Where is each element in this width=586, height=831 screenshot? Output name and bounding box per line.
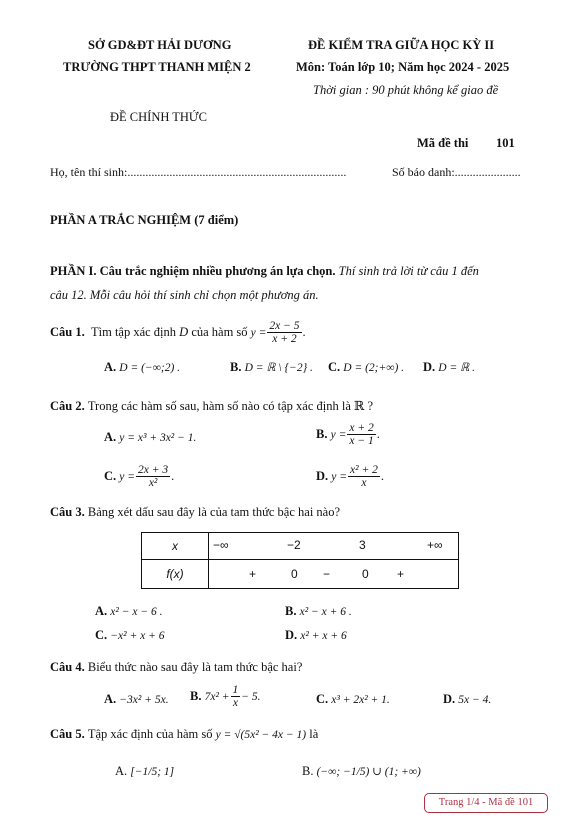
q5-text: Tập xác định của hàm số — [87, 727, 213, 741]
q1-text: Tìm tập xác định — [90, 325, 177, 340]
q2-text: Trong các hàm số sau, hàm số nào có tập xác định là ℝ ? — [87, 399, 374, 413]
q1-option-a[interactable]: A. D = (−∞;2) . — [104, 360, 181, 374]
part1-heading — [50, 264, 479, 279]
question-1: Câu 1. Tìm tập xác định D của hàm số y = $\frac{2x - 5}{x + 2}$ . — [50, 320, 306, 346]
q3-option-a[interactable]: A. x² − x − 6 . — [95, 604, 163, 618]
exam-title: ĐỀ KIỂM TRA GIỮA HỌC KỲ II — [308, 38, 495, 52]
q4-option-b[interactable]: B. 7x² + $\frac{1}{x}$ − 5. — [190, 684, 261, 710]
q1-func: y = — [250, 326, 267, 339]
q4-text: Biểu thức nào sau đây là tam thức bậc hai? — [87, 660, 303, 674]
candidate-id-line: Số báo danh:...................... — [392, 165, 521, 179]
section-a-title: PHẦN A TRẮC NGHIỆM (7 điểm) — [50, 213, 239, 227]
q2-option-a[interactable]: A. y = x³ + 3x² − 1. — [104, 430, 197, 444]
exam-code-label: Mã đề thi — [417, 136, 469, 150]
department-name: SỞ GD&ĐT HẢI DƯƠNG — [88, 38, 232, 52]
q1-option-b[interactable]: B. D = ℝ \ {−2} . — [230, 360, 313, 374]
question-4 — [50, 660, 302, 675]
part1-title: PHẦN I. Câu trắc nghiệm nhiều phương án lựa chọn. — [50, 264, 336, 278]
sign-table-x-header: x — [142, 533, 209, 560]
q2-label: Câu 2. — [50, 399, 85, 413]
page-footer-badge: Trang 1/4 - Mã đề 101 — [424, 793, 548, 813]
question-2 — [50, 398, 373, 414]
q1-fraction: $\frac{2x - 5}{x + 2}$ — [269, 320, 300, 346]
q5-label: Câu 5. — [50, 727, 85, 741]
q5-option-b[interactable]: B. (−∞; −1/5) ∪ (1; +∞) — [302, 764, 421, 778]
exam-time: Thời gian : 90 phút không kể giao đề — [313, 83, 499, 97]
sign-table-fx-header: f(x) — [142, 559, 209, 588]
exam-subject: Môn: Toán lớp 10; Năm học 2024 - 2025 — [296, 60, 510, 74]
q5-text-2: là — [309, 727, 319, 741]
exam-code: 101 — [496, 136, 515, 150]
q5-func: y = √(5x² − 4x − 1) — [215, 729, 307, 741]
sign-table — [141, 532, 459, 589]
q3-option-c[interactable]: C. −x² + x + 6 — [95, 628, 165, 642]
q1-var: D — [179, 325, 189, 340]
q4-label: Câu 4. — [50, 660, 85, 674]
question-5 — [50, 727, 318, 742]
q1-text-2: của hàm số — [191, 325, 248, 340]
sign-table-fx-row: + 0 − 0 + — [209, 559, 459, 588]
q3-option-b[interactable]: B. x² − x + 6 . — [285, 604, 352, 618]
part1-instruction: Thí sinh trả lời từ câu 1 đến — [335, 264, 479, 278]
q1-option-d[interactable]: D. D = ℝ . — [423, 360, 475, 374]
q3-option-d[interactable]: D. x² + x + 6 — [285, 628, 347, 642]
q4-option-a[interactable]: A. −3x² + 5x. — [104, 692, 169, 706]
question-3 — [50, 505, 340, 520]
candidate-name-line: Họ, tên thí sinh:......................................................................... — [50, 165, 347, 179]
part1-instruction-2: câu 12. Mỗi câu hỏi thí sinh chỉ chọn một phương án. — [50, 288, 319, 302]
q2-option-d[interactable]: D. y = $\frac{\text{x² + 2}}{x}$ . — [316, 464, 384, 490]
school-name: TRƯỜNG THPT THANH MIỆN 2 — [63, 60, 251, 74]
q2-option-b[interactable]: B. y = $\frac{x + 2}{x - 1}$ . — [316, 422, 380, 448]
q3-label: Câu 3. — [50, 505, 85, 519]
q1-label: Câu 1. — [50, 325, 85, 340]
q4-option-c[interactable]: C. x³ + 2x² + 1. — [316, 692, 390, 706]
q4-option-d[interactable]: D. 5x − 4. — [443, 692, 492, 706]
q3-text: Bảng xét dấu sau đây là của tam thức bậc hai nào? — [87, 505, 341, 519]
official-label: ĐỀ CHÍNH THỨC — [110, 110, 207, 124]
q1-option-c[interactable]: C. D = (2;+∞) . — [328, 360, 405, 374]
q5-option-a[interactable]: A. [−1/5; 1] — [115, 764, 175, 778]
sign-table-x-row: −∞ −2 3 +∞ — [209, 533, 459, 560]
q2-option-c[interactable]: C. y = $\frac{2x + 3}{\text{x²}}$ . — [104, 464, 175, 490]
